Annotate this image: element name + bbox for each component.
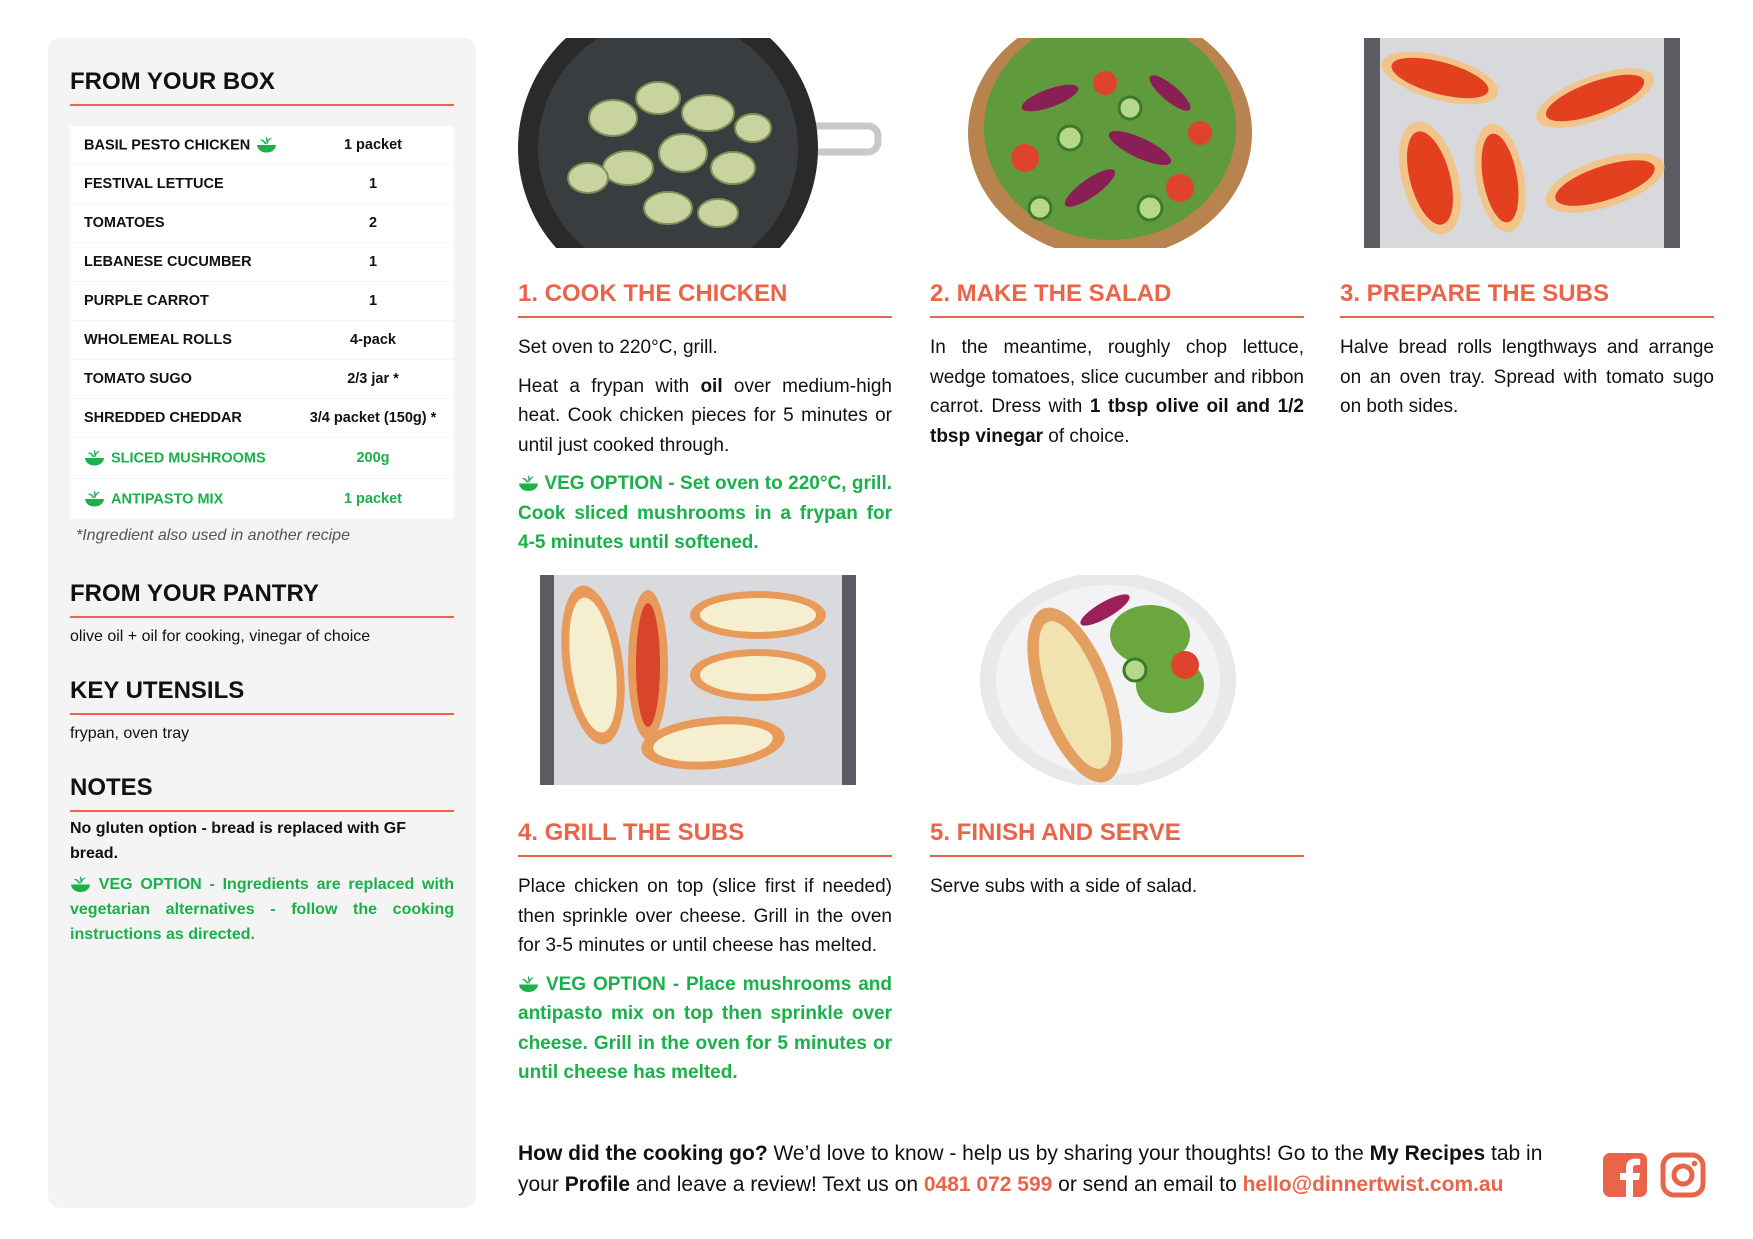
step-4-p1: Place chicken on top (slice first if needed) then sprinkle over cheese. Grill in the oven for 3-5 minutes or until cheese has melted. bbox=[518, 876, 892, 956]
step-4-body bbox=[518, 872, 892, 1097]
ingredient-qty: 1 packet bbox=[343, 491, 403, 507]
my-recipes-label: My Recipes bbox=[1369, 1142, 1486, 1165]
ingredient-row bbox=[70, 204, 454, 242]
ingredient-row bbox=[70, 282, 454, 320]
step-1-body bbox=[518, 333, 892, 567]
ingredient-name: WHOLEMEAL ROLLS bbox=[84, 332, 232, 348]
step-3-p1: Halve bread rolls lengthways and arrange on an oven tray. Spread with tomato sugo on both sides. bbox=[1340, 337, 1714, 417]
step-2-body bbox=[930, 333, 1304, 460]
step-1-p1: Set oven to 220°C, grill. bbox=[518, 337, 718, 358]
ingredient-name: TOMATOES bbox=[84, 215, 165, 231]
ingredient-row bbox=[70, 126, 454, 164]
ingredient-name: PURPLE CARROT bbox=[84, 293, 209, 309]
review-footer: How did the cooking go? We’d love to know - help us by sharing your thoughts! Go to the My Recipes tab in your Profile and leave a review! Text us on 0481 072 599 or send an email to hello@dinnertwist.com.au bbox=[518, 1142, 1543, 1196]
ingredient-qty: 1 packet bbox=[343, 137, 403, 153]
ingredient-qty: 2 bbox=[368, 215, 378, 231]
step-4-title: 4. GRILL THE SUBS bbox=[518, 819, 892, 857]
notes-heading: NOTES bbox=[70, 774, 454, 812]
step-4-image bbox=[518, 575, 892, 785]
ingredient-row bbox=[70, 360, 454, 398]
step-1-image bbox=[518, 38, 892, 248]
step-3-body bbox=[1340, 333, 1714, 431]
ingredient-name: SHREDDED CHEDDAR bbox=[84, 410, 242, 426]
veg-bowl-icon bbox=[84, 491, 105, 508]
from-your-box-heading: FROM YOUR BOX bbox=[70, 68, 454, 106]
ingredient-qty: 4-pack bbox=[350, 332, 396, 348]
ingredient-row bbox=[70, 165, 454, 203]
ingredient-qty: 1 bbox=[368, 254, 378, 270]
ingredients-sidebar bbox=[48, 38, 476, 1208]
step-1-veg-option: VEG OPTION - Set oven to 220°C, grill. Cook sliced mushrooms in a frypan for 4-5 minutes until softened. bbox=[518, 473, 893, 553]
step-4-veg-option: VEG OPTION - Place mushrooms and antipasto mix on top then sprinkle over cheese. Grill in the oven for 5 minutes or until cheese has melted. bbox=[518, 973, 893, 1083]
ingredient-name: LEBANESE CUCUMBER bbox=[84, 254, 252, 270]
step-5-title: 5. FINISH AND SERVE bbox=[930, 819, 1304, 857]
step-3-image bbox=[1340, 38, 1714, 248]
step-2-image bbox=[930, 38, 1304, 248]
facebook-icon[interactable] bbox=[1602, 1152, 1648, 1198]
ingredient-row-veg bbox=[70, 479, 454, 519]
veg-bowl-icon bbox=[70, 876, 91, 893]
from-your-pantry-heading: FROM YOUR PANTRY bbox=[70, 580, 454, 618]
step-2-p1: In the meantime, roughly chop lettuce, wedge tomatoes, slice cucumber and ribbon carrot. Dress with 1 tbsp olive oil and 1/2 tbsp vinegar of choice. bbox=[930, 337, 1304, 447]
ingredient-name: BASIL PESTO CHICKEN bbox=[84, 137, 251, 153]
ingredient-row bbox=[70, 399, 454, 437]
ingredient-qty: 1 bbox=[368, 176, 378, 192]
veg-bowl-icon bbox=[518, 976, 539, 993]
ingredient-row bbox=[70, 243, 454, 281]
notes-gluten: No gluten option - bread is replaced with GF bread. bbox=[70, 820, 407, 862]
pantry-text: olive oil + oil for cooking, vinegar of choice bbox=[70, 628, 371, 645]
step-5-image bbox=[930, 575, 1304, 785]
instagram-icon[interactable] bbox=[1660, 1152, 1706, 1198]
step-1-p2: Heat a frypan with oil over medium-high heat. Cook chicken pieces for 5 minutes or until just cooked through. bbox=[518, 375, 892, 456]
step-2-title: 2. MAKE THE SALAD bbox=[930, 280, 1304, 318]
notes-veg-text: VEG OPTION - Ingredients are replaced with vegetarian alternatives - follow the cooking instructions as directed. bbox=[70, 876, 455, 943]
ingredient-name: ANTIPASTO MIX bbox=[111, 491, 224, 507]
ingredient-qty: 3/4 packet (150g) * bbox=[309, 410, 437, 426]
notes-veg bbox=[70, 872, 454, 947]
ingredient-name: SLICED MUSHROOMS bbox=[111, 450, 266, 466]
ingredient-row bbox=[70, 321, 454, 359]
phone-link[interactable]: 0481 072 599 bbox=[923, 1173, 1053, 1196]
email-link[interactable]: hello@dinnertwist.com.au bbox=[1242, 1173, 1504, 1196]
veg-bowl-icon bbox=[84, 450, 105, 467]
profile-label: Profile bbox=[564, 1173, 631, 1196]
ingredient-footnote: *Ingredient also used in another recipe bbox=[76, 527, 350, 544]
ingredients-table bbox=[70, 126, 454, 520]
step-1-title: 1. COOK THE CHICKEN bbox=[518, 280, 892, 318]
step-5-p1: Serve subs with a side of salad. bbox=[930, 876, 1198, 897]
ingredient-qty: 200g bbox=[356, 450, 390, 466]
key-utensils-heading: KEY UTENSILS bbox=[70, 677, 454, 715]
ingredient-name: FESTIVAL LETTUCE bbox=[84, 176, 224, 192]
step-3-title: 3. PREPARE THE SUBS bbox=[1340, 280, 1714, 318]
footer-question: How did the cooking go? bbox=[518, 1142, 768, 1165]
ingredient-qty: 2/3 jar * bbox=[347, 371, 399, 387]
ingredient-row-veg bbox=[70, 438, 454, 478]
utensils-text: frypan, oven tray bbox=[70, 725, 190, 742]
ingredient-name: TOMATO SUGO bbox=[84, 371, 192, 387]
veg-bowl-icon bbox=[256, 137, 277, 154]
step-5-body bbox=[930, 872, 1304, 911]
ingredient-qty: 1 bbox=[368, 293, 378, 309]
veg-bowl-icon bbox=[518, 475, 539, 492]
